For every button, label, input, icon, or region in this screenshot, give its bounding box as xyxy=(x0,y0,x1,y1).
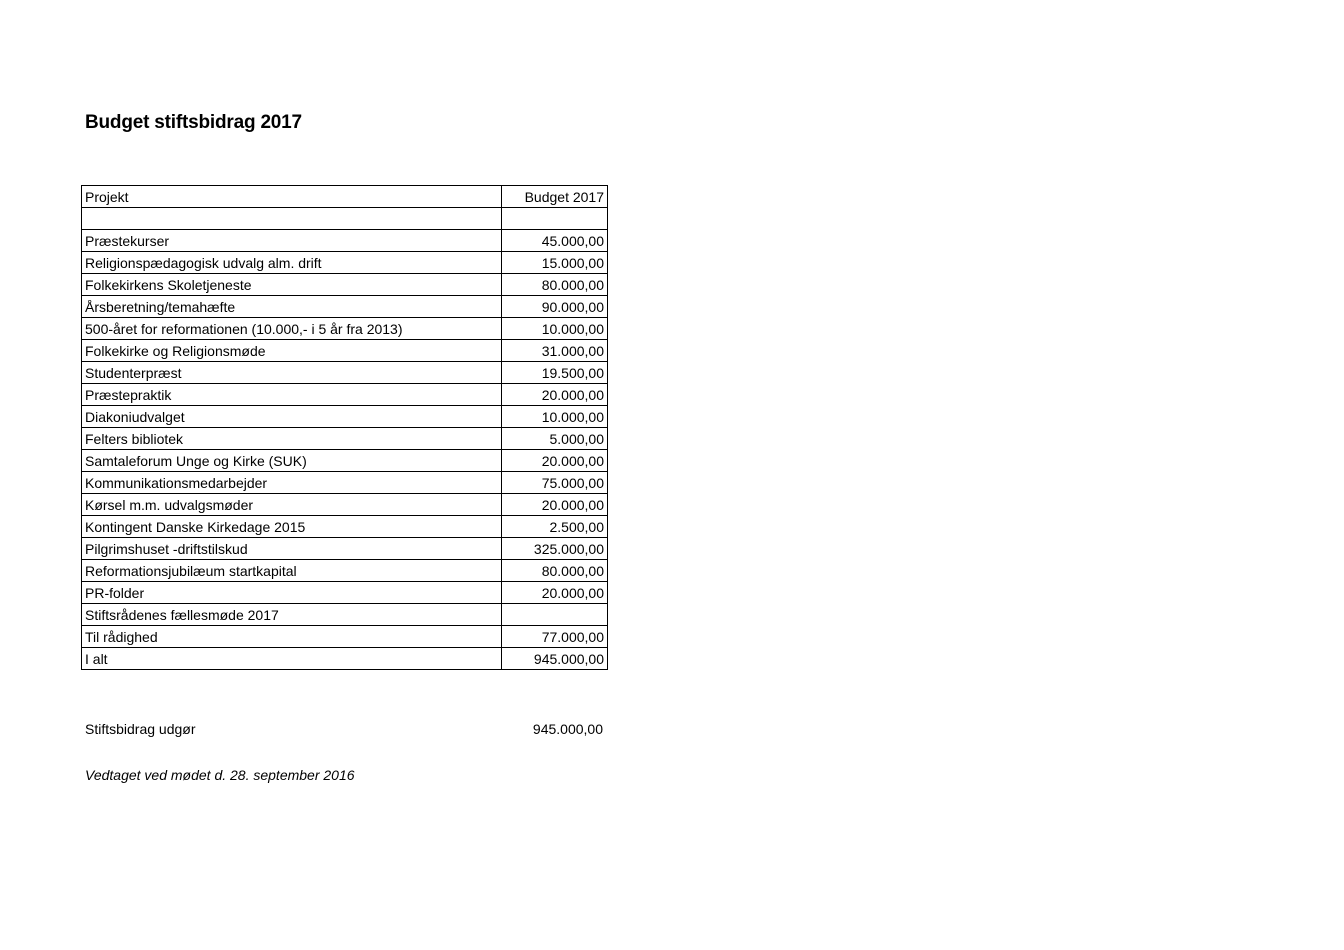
project-cell: Til rådighed xyxy=(82,626,502,648)
table-row xyxy=(82,560,608,582)
amount-cell: 5.000,00 xyxy=(502,428,608,450)
table-body xyxy=(82,208,608,670)
amount-cell: 2.500,00 xyxy=(502,516,608,538)
table-header-row xyxy=(82,186,608,208)
project-cell: Kontingent Danske Kirkedage 2015 xyxy=(82,516,502,538)
table-row xyxy=(82,252,608,274)
table-row xyxy=(82,230,608,252)
project-cell: 500-året for reformationen (10.000,- i 5 år fra 2013) xyxy=(82,318,502,340)
amount-cell: 77.000,00 xyxy=(502,626,608,648)
project-cell: Præstekurser xyxy=(82,230,502,252)
table-row xyxy=(82,208,608,230)
amount-cell xyxy=(502,208,608,230)
page-title: Budget stiftsbidrag 2017 xyxy=(85,112,302,133)
table-row xyxy=(82,472,608,494)
table-row xyxy=(82,428,608,450)
project-cell: Kommunikationsmedarbejder xyxy=(82,472,502,494)
project-cell: Diakoniudvalget xyxy=(82,406,502,428)
table-row xyxy=(82,494,608,516)
project-cell: Felters bibliotek xyxy=(82,428,502,450)
table-row xyxy=(82,604,608,626)
project-cell: Studenterpræst xyxy=(82,362,502,384)
amount-cell xyxy=(502,604,608,626)
amount-cell: 45.000,00 xyxy=(502,230,608,252)
project-cell: Folkekirkens Skoletjeneste xyxy=(82,274,502,296)
project-cell: PR-folder xyxy=(82,582,502,604)
table-row xyxy=(82,516,608,538)
table-row xyxy=(82,538,608,560)
amount-cell: 75.000,00 xyxy=(502,472,608,494)
amount-cell: 20.000,00 xyxy=(502,494,608,516)
table-row xyxy=(82,340,608,362)
project-cell: Præstepraktik xyxy=(82,384,502,406)
project-cell: Kørsel m.m. udvalgsmøder xyxy=(82,494,502,516)
table-row xyxy=(82,582,608,604)
column-header-budget: Budget 2017 xyxy=(502,186,608,208)
amount-cell: 10.000,00 xyxy=(502,406,608,428)
project-cell: Pilgrimshuset -driftstilskud xyxy=(82,538,502,560)
summary-label: Stiftsbidrag udgør xyxy=(85,721,196,737)
project-cell: Folkekirke og Religionsmøde xyxy=(82,340,502,362)
project-cell: Religionspædagogisk udvalg alm. drift xyxy=(82,252,502,274)
amount-cell: 80.000,00 xyxy=(502,274,608,296)
project-cell xyxy=(82,208,502,230)
table-row xyxy=(82,362,608,384)
column-header-project: Projekt xyxy=(82,186,502,208)
project-cell: Stiftsrådenes fællesmøde 2017 xyxy=(82,604,502,626)
table-row xyxy=(82,450,608,472)
amount-cell: 20.000,00 xyxy=(502,582,608,604)
summary-amount: 945.000,00 xyxy=(532,721,603,737)
amount-cell: 80.000,00 xyxy=(502,560,608,582)
budget-table xyxy=(81,185,608,670)
amount-cell: 20.000,00 xyxy=(502,384,608,406)
project-cell: I alt xyxy=(82,648,502,670)
amount-cell: 325.000,00 xyxy=(502,538,608,560)
amount-cell: 945.000,00 xyxy=(502,648,608,670)
table-row xyxy=(82,274,608,296)
table-row xyxy=(82,626,608,648)
amount-cell: 19.500,00 xyxy=(502,362,608,384)
table-row xyxy=(82,384,608,406)
project-cell: Samtaleforum Unge og Kirke (SUK) xyxy=(82,450,502,472)
table-row xyxy=(82,296,608,318)
amount-cell: 20.000,00 xyxy=(502,450,608,472)
approval-note: Vedtaget ved mødet d. 28. september 2016 xyxy=(85,767,355,783)
project-cell: Årsberetning/temahæfte xyxy=(82,296,502,318)
table-row xyxy=(82,406,608,428)
table-row xyxy=(82,648,608,670)
summary-line xyxy=(85,721,603,737)
amount-cell: 31.000,00 xyxy=(502,340,608,362)
amount-cell: 10.000,00 xyxy=(502,318,608,340)
amount-cell: 15.000,00 xyxy=(502,252,608,274)
project-cell: Reformationsjubilæum startkapital xyxy=(82,560,502,582)
table-row xyxy=(82,318,608,340)
amount-cell: 90.000,00 xyxy=(502,296,608,318)
